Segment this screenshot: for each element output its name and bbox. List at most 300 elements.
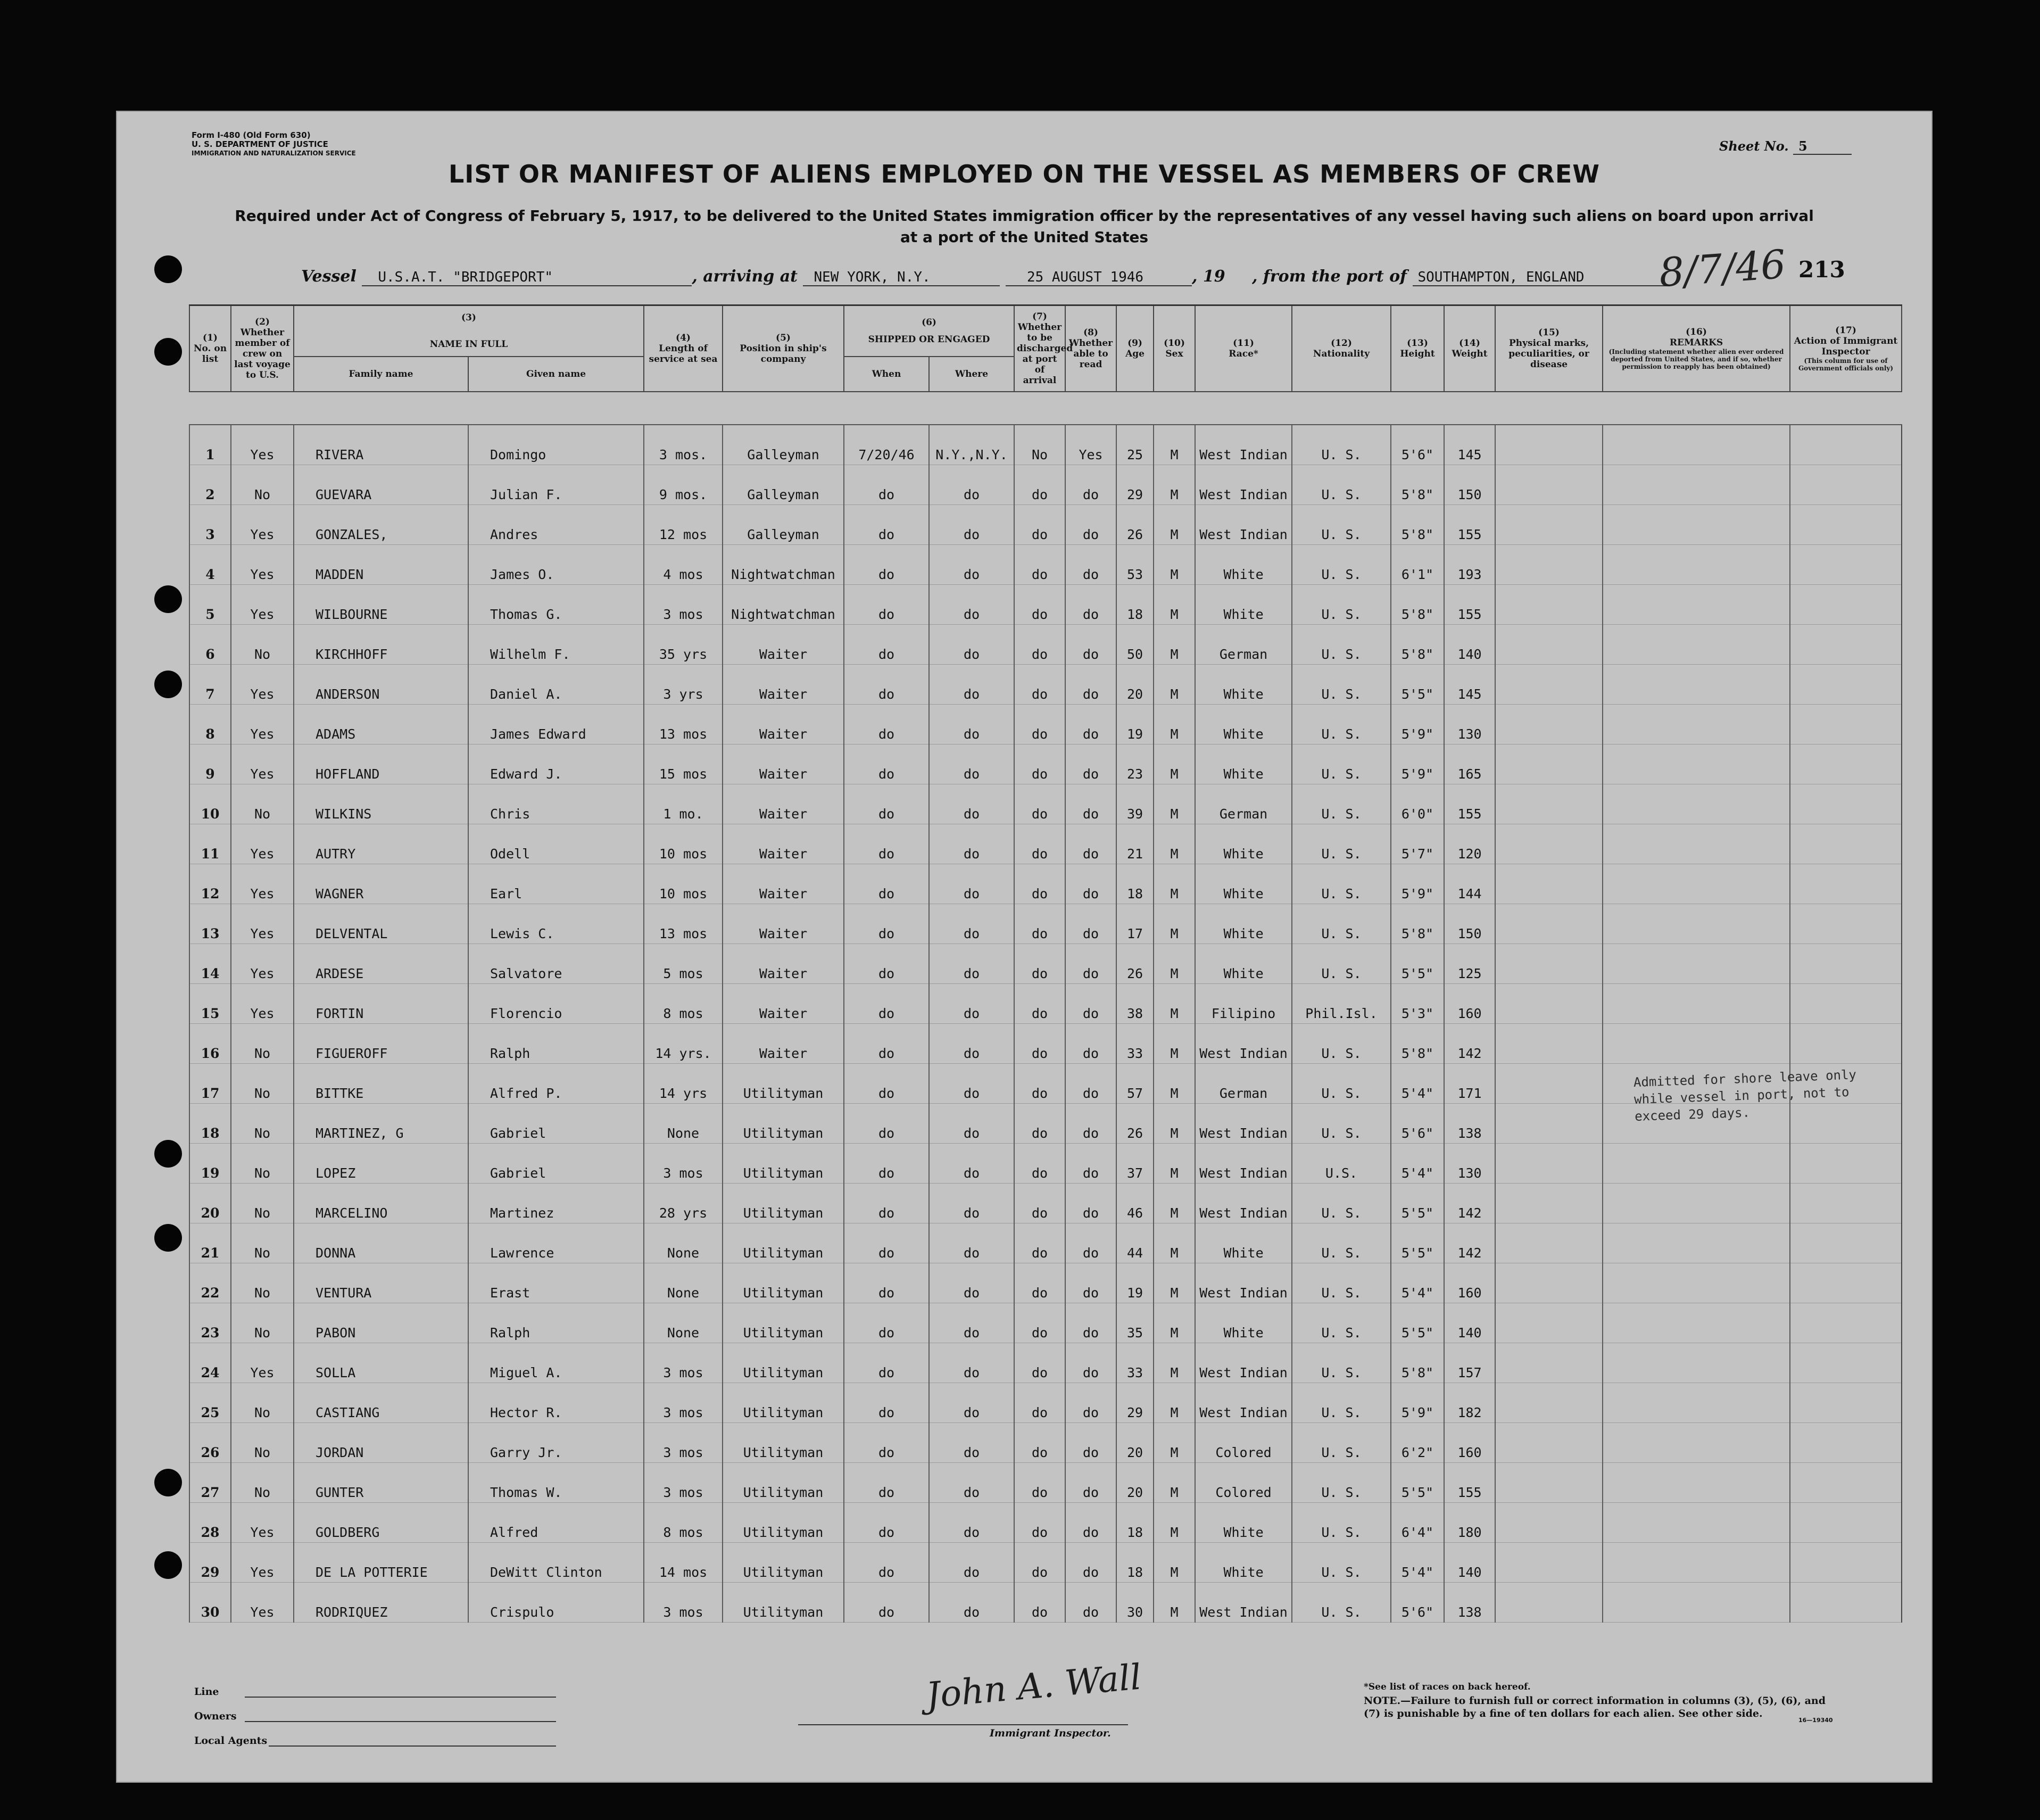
cell-when: do — [844, 744, 929, 784]
cell-position: Utilityman — [723, 1064, 844, 1104]
cell-service: 4 mos — [644, 545, 723, 585]
cell-where: do — [929, 744, 1014, 784]
col-header-height: (13) Height — [1391, 305, 1444, 392]
table-row — [189, 665, 1902, 705]
cell-physical — [1495, 1263, 1603, 1303]
cell-physical — [1495, 824, 1603, 864]
cell-read: do — [1065, 1463, 1116, 1503]
cell-height: 5'5" — [1391, 1223, 1444, 1263]
cell-nat: U. S. — [1292, 904, 1391, 944]
cell-sex: M — [1154, 1104, 1195, 1144]
cell-no: 20 — [189, 1184, 231, 1223]
cell-where: do — [929, 784, 1014, 824]
binder-hole — [154, 255, 182, 283]
cell-physical — [1495, 984, 1603, 1024]
cell-height: 5'4" — [1391, 1543, 1444, 1583]
cell-race: White — [1195, 864, 1292, 904]
cell-race: Filipino — [1195, 984, 1292, 1024]
cell-weight: 171 — [1444, 1064, 1495, 1104]
cell-nat: U. S. — [1292, 1423, 1391, 1463]
cell-sex: M — [1154, 1503, 1195, 1543]
cell-nat: U. S. — [1292, 784, 1391, 824]
cell-remarks — [1603, 545, 1790, 585]
cell-physical — [1495, 1144, 1603, 1184]
cell-nat: U. S. — [1292, 585, 1391, 625]
cell-sex: M — [1154, 984, 1195, 1024]
form-line-3: IMMIGRATION AND NATURALIZATION SERVICE — [192, 150, 356, 157]
cell-remarks — [1603, 1543, 1790, 1583]
cell-age: 37 — [1116, 1144, 1154, 1184]
cell-service: 14 yrs. — [644, 1024, 723, 1064]
cell-where: do — [929, 1503, 1014, 1543]
cell-age: 17 — [1116, 904, 1154, 944]
cell-weight: 155 — [1444, 784, 1495, 824]
cell-physical — [1495, 1303, 1603, 1343]
cell-family: GUNTER — [294, 1463, 468, 1503]
table-row — [189, 1144, 1902, 1184]
cell-family: GOLDBERG — [294, 1503, 468, 1543]
cell-weight: 160 — [1444, 1263, 1495, 1303]
cell-given: Chris — [468, 784, 644, 824]
cell-disch: do — [1014, 705, 1065, 744]
cell-when: do — [844, 824, 929, 864]
arriving-label: , arriving at — [692, 267, 798, 286]
cell-sex: M — [1154, 1343, 1195, 1383]
cell-when: do — [844, 1064, 929, 1104]
cell-race: West Indian — [1195, 1024, 1292, 1064]
cell-family: FIGUEROFF — [294, 1024, 468, 1064]
cell-no: 13 — [189, 904, 231, 944]
cell-action — [1790, 744, 1902, 784]
footer-owners — [194, 1710, 237, 1722]
inspector-label: Immigrant Inspector. — [990, 1727, 1111, 1739]
cell-weight: 140 — [1444, 1303, 1495, 1343]
cell-given: Alfred P. — [468, 1064, 644, 1104]
from-label: , from the port of — [1252, 267, 1407, 286]
cell-when: do — [844, 705, 929, 744]
cell-disch: No — [1014, 425, 1065, 465]
cell-when: do — [844, 1223, 929, 1263]
cell-read: do — [1065, 1184, 1116, 1223]
cell-no: 18 — [189, 1104, 231, 1144]
cell-disch: do — [1014, 1303, 1065, 1343]
cell-service: 15 mos — [644, 744, 723, 784]
col-header-given: Given name — [468, 357, 644, 392]
cell-family: VENTURA — [294, 1263, 468, 1303]
cell-crew: Yes — [231, 505, 294, 545]
cell-race: White — [1195, 824, 1292, 864]
binder-hole — [154, 1224, 182, 1252]
cell-position: Waiter — [723, 784, 844, 824]
cell-disch: do — [1014, 585, 1065, 625]
cell-age: 20 — [1116, 1463, 1154, 1503]
cell-remarks — [1603, 824, 1790, 864]
cell-position: Waiter — [723, 944, 844, 984]
cell-weight: 182 — [1444, 1383, 1495, 1423]
cell-read: do — [1065, 665, 1116, 705]
cell-height: 5'8" — [1391, 1024, 1444, 1064]
cell-race: West Indian — [1195, 1383, 1292, 1423]
cell-age: 53 — [1116, 545, 1154, 585]
cell-weight: 130 — [1444, 1144, 1495, 1184]
cell-service: None — [644, 1263, 723, 1303]
cell-age: 20 — [1116, 665, 1154, 705]
cell-sex: M — [1154, 1223, 1195, 1263]
cell-race: Colored — [1195, 1463, 1292, 1503]
cell-service: 13 mos — [644, 705, 723, 744]
cell-read: do — [1065, 904, 1116, 944]
cell-given: Florencio — [468, 984, 644, 1024]
cell-nat: U. S. — [1292, 705, 1391, 744]
cell-family: DONNA — [294, 1223, 468, 1263]
cell-no: 23 — [189, 1303, 231, 1343]
binder-hole — [154, 338, 182, 366]
cell-disch: do — [1014, 545, 1065, 585]
cell-crew: No — [231, 1104, 294, 1144]
table-row — [189, 1503, 1902, 1543]
cell-when: do — [844, 944, 929, 984]
cell-weight: 150 — [1444, 465, 1495, 505]
agents-label: Local Agents — [194, 1735, 268, 1747]
cell-given: Garry Jr. — [468, 1423, 644, 1463]
cell-crew: No — [231, 625, 294, 665]
cell-weight: 150 — [1444, 904, 1495, 944]
cell-height: 6'4" — [1391, 1503, 1444, 1543]
cell-action — [1790, 625, 1902, 665]
cell-where: do — [929, 1383, 1014, 1423]
cell-read: do — [1065, 1263, 1116, 1303]
cell-sex: M — [1154, 625, 1195, 665]
cell-family: FORTIN — [294, 984, 468, 1024]
cell-remarks — [1603, 505, 1790, 545]
cell-no: 15 — [189, 984, 231, 1024]
cell-no: 11 — [189, 824, 231, 864]
cell-service: None — [644, 1303, 723, 1343]
cell-height: 5'8" — [1391, 1343, 1444, 1383]
cell-service: 3 mos — [644, 1383, 723, 1423]
cell-weight: 155 — [1444, 585, 1495, 625]
cell-crew: No — [231, 1184, 294, 1223]
binder-hole — [154, 1140, 182, 1168]
cell-age: 26 — [1116, 1104, 1154, 1144]
cell-race: White — [1195, 1543, 1292, 1583]
cell-sex: M — [1154, 944, 1195, 984]
cell-remarks — [1603, 1303, 1790, 1343]
cell-physical — [1495, 1223, 1603, 1263]
cell-nat: U. S. — [1292, 744, 1391, 784]
col-header-weight: (14) Weight — [1444, 305, 1495, 392]
owners-blank — [245, 1721, 556, 1722]
cell-race: West Indian — [1195, 465, 1292, 505]
cell-physical — [1495, 1423, 1603, 1463]
binder-hole — [154, 1469, 182, 1496]
cell-sex: M — [1154, 425, 1195, 465]
line-blank — [245, 1697, 556, 1698]
cell-physical — [1495, 744, 1603, 784]
cell-race: White — [1195, 585, 1292, 625]
table-row — [189, 1024, 1902, 1064]
cell-nat: U. S. — [1292, 665, 1391, 705]
remark-stamp: Admitted for shore leave only while vessel in port, not to exceed 29 days. — [1633, 1067, 1857, 1124]
cell-when: do — [844, 1343, 929, 1383]
cell-action — [1790, 1263, 1902, 1303]
cell-remarks — [1603, 784, 1790, 824]
col-header-read: (8) Whether able to read — [1065, 305, 1116, 392]
cell-service: 3 mos — [644, 1583, 723, 1623]
cell-weight: 130 — [1444, 705, 1495, 744]
cell-crew: No — [231, 1423, 294, 1463]
cell-when: do — [844, 585, 929, 625]
cell-nat: U. S. — [1292, 1463, 1391, 1503]
col-header-nationality: (12) Nationality — [1292, 305, 1391, 392]
cell-action — [1790, 665, 1902, 705]
cell-sex: M — [1154, 1144, 1195, 1184]
cell-action — [1790, 505, 1902, 545]
cell-read: do — [1065, 1383, 1116, 1423]
cell-where: do — [929, 625, 1014, 665]
cell-height: 5'9" — [1391, 705, 1444, 744]
inspector-signature: John A. Wall — [924, 1656, 1143, 1716]
cell-height: 5'5" — [1391, 665, 1444, 705]
cell-crew: No — [231, 1064, 294, 1104]
cell-height: 5'3" — [1391, 984, 1444, 1024]
cell-no: 17 — [189, 1064, 231, 1104]
cell-where: do — [929, 1223, 1014, 1263]
header-spacer — [189, 392, 1902, 425]
vessel-line — [301, 267, 1668, 286]
cell-age: 30 — [1116, 1583, 1154, 1623]
cell-action — [1790, 1463, 1902, 1503]
cell-given: Thomas G. — [468, 585, 644, 625]
cell-position: Utilityman — [723, 1583, 844, 1623]
cell-read: do — [1065, 1223, 1116, 1263]
cell-nat: U. S. — [1292, 1543, 1391, 1583]
table-row — [189, 744, 1902, 784]
cell-race: West Indian — [1195, 1263, 1292, 1303]
cell-height: 5'5" — [1391, 1184, 1444, 1223]
table-row — [189, 1184, 1902, 1223]
cell-sex: M — [1154, 665, 1195, 705]
owners-label: Owners — [194, 1710, 237, 1722]
cell-remarks — [1603, 425, 1790, 465]
cell-read: do — [1065, 545, 1116, 585]
cell-age: 39 — [1116, 784, 1154, 824]
cell-when: do — [844, 505, 929, 545]
cell-crew: Yes — [231, 1343, 294, 1383]
line-label: Line — [194, 1686, 219, 1698]
cell-disch: do — [1014, 1543, 1065, 1583]
cell-read: do — [1065, 625, 1116, 665]
cell-family: PABON — [294, 1303, 468, 1343]
cell-no: 2 — [189, 465, 231, 505]
cell-remarks — [1603, 1184, 1790, 1223]
cell-action — [1790, 545, 1902, 585]
cell-height: 6'2" — [1391, 1423, 1444, 1463]
cell-where: do — [929, 465, 1014, 505]
cell-read: do — [1065, 465, 1116, 505]
cell-remarks — [1603, 1583, 1790, 1623]
cell-given: Hector R. — [468, 1383, 644, 1423]
cell-sex: M — [1154, 1383, 1195, 1423]
cell-disch: do — [1014, 1263, 1065, 1303]
cell-remarks — [1603, 864, 1790, 904]
col-header-position: (5) Position in ship's company — [723, 305, 844, 392]
cell-nat: U. S. — [1292, 1503, 1391, 1543]
cell-no: 21 — [189, 1223, 231, 1263]
cell-weight: 193 — [1444, 545, 1495, 585]
cell-read: do — [1065, 1104, 1116, 1144]
cell-read: do — [1065, 1503, 1116, 1543]
cell-no: 24 — [189, 1343, 231, 1383]
table-row — [189, 545, 1902, 585]
cell-no: 25 — [189, 1383, 231, 1423]
cell-family: WILKINS — [294, 784, 468, 824]
cell-when: do — [844, 984, 929, 1024]
cell-height: 5'8" — [1391, 625, 1444, 665]
cell-when: do — [844, 665, 929, 705]
cell-weight: 142 — [1444, 1223, 1495, 1263]
cell-height: 5'9" — [1391, 744, 1444, 784]
races-note: *See list of races on back hereof. — [1364, 1682, 1531, 1692]
cell-where: do — [929, 505, 1014, 545]
cell-given: Wilhelm F. — [468, 625, 644, 665]
cell-service: 13 mos — [644, 904, 723, 944]
cell-height: 5'9" — [1391, 1383, 1444, 1423]
cell-no: 4 — [189, 545, 231, 585]
cell-service: 9 mos. — [644, 465, 723, 505]
cell-where: do — [929, 705, 1014, 744]
cell-age: 25 — [1116, 425, 1154, 465]
cell-crew: Yes — [231, 744, 294, 784]
cell-height: 5'6" — [1391, 1104, 1444, 1144]
cell-family: CASTIANG — [294, 1383, 468, 1423]
cell-position: Galleyman — [723, 505, 844, 545]
cell-sex: M — [1154, 1263, 1195, 1303]
cell-physical — [1495, 425, 1603, 465]
table-row — [189, 425, 1902, 465]
cell-crew: Yes — [231, 984, 294, 1024]
cell-where: do — [929, 1303, 1014, 1343]
form-line-1: Form I-480 (Old Form 630) — [192, 130, 311, 140]
cell-when: do — [844, 904, 929, 944]
cell-family: JORDAN — [294, 1423, 468, 1463]
cell-given: Daniel A. — [468, 665, 644, 705]
cell-read: do — [1065, 984, 1116, 1024]
cell-family: MADDEN — [294, 545, 468, 585]
cell-read: do — [1065, 1064, 1116, 1104]
binder-hole — [154, 1551, 182, 1579]
cell-disch: do — [1014, 1383, 1065, 1423]
cell-race: German — [1195, 625, 1292, 665]
penalty-note: NOTE.—Failure to furnish full or correct information in columns (3), (5), (6), and (7) is punishable by a fine of ten dollars for each alien. See other side. — [1364, 1695, 1826, 1719]
cell-when: do — [844, 1503, 929, 1543]
cell-action — [1790, 465, 1902, 505]
col-header-physical: (15) Physical marks, peculiarities, or disease — [1495, 305, 1603, 392]
cell-where: do — [929, 665, 1014, 705]
cell-given: Alfred — [468, 1503, 644, 1543]
cell-age: 18 — [1116, 864, 1154, 904]
sheet-label: Sheet No. — [1719, 138, 1789, 154]
cell-sex: M — [1154, 1423, 1195, 1463]
cell-no: 7 — [189, 665, 231, 705]
cell-weight: 160 — [1444, 984, 1495, 1024]
cell-remarks — [1603, 1383, 1790, 1423]
cell-sex: M — [1154, 1303, 1195, 1343]
handwritten-date: 8/7/46 — [1657, 241, 1787, 296]
cell-read: do — [1065, 505, 1116, 545]
cell-when: do — [844, 465, 929, 505]
cell-given: James Edward — [468, 705, 644, 744]
cell-race: German — [1195, 1064, 1292, 1104]
cell-height: 6'1" — [1391, 545, 1444, 585]
cell-race: White — [1195, 1503, 1292, 1543]
cell-race: White — [1195, 545, 1292, 585]
col-header-when: When — [844, 357, 929, 392]
cell-disch: do — [1014, 1583, 1065, 1623]
arriving-port: NEW YORK, N.Y. — [803, 269, 1000, 286]
cell-sex: M — [1154, 1184, 1195, 1223]
cell-read: do — [1065, 1583, 1116, 1623]
cell-no: 19 — [189, 1144, 231, 1184]
cell-remarks — [1603, 705, 1790, 744]
cell-height: 5'5" — [1391, 1303, 1444, 1343]
binder-hole — [154, 585, 182, 613]
cell-crew: Yes — [231, 864, 294, 904]
cell-physical — [1495, 665, 1603, 705]
cell-sex: M — [1154, 1064, 1195, 1104]
cell-given: Ralph — [468, 1024, 644, 1064]
cell-read: do — [1065, 1343, 1116, 1383]
cell-weight: 180 — [1444, 1503, 1495, 1543]
cell-physical — [1495, 1503, 1603, 1543]
cell-when: do — [844, 864, 929, 904]
cell-race: White — [1195, 944, 1292, 984]
cell-read: Yes — [1065, 425, 1116, 465]
cell-no: 28 — [189, 1503, 231, 1543]
cell-where: do — [929, 1184, 1014, 1223]
cell-weight: 155 — [1444, 505, 1495, 545]
cell-physical — [1495, 1184, 1603, 1223]
cell-weight: 160 — [1444, 1423, 1495, 1463]
cell-age: 44 — [1116, 1223, 1154, 1263]
cell-given: Ralph — [468, 1303, 644, 1343]
cell-weight: 142 — [1444, 1184, 1495, 1223]
cell-race: West Indian — [1195, 1144, 1292, 1184]
table-row — [189, 944, 1902, 984]
cell-crew: Yes — [231, 425, 294, 465]
cell-sex: M — [1154, 784, 1195, 824]
cell-weight: 125 — [1444, 944, 1495, 984]
cell-age: 35 — [1116, 1303, 1154, 1343]
cell-remarks — [1603, 1263, 1790, 1303]
cell-when: do — [844, 1263, 929, 1303]
cell-sex: M — [1154, 904, 1195, 944]
cell-position: Waiter — [723, 1024, 844, 1064]
cell-height: 5'7" — [1391, 824, 1444, 864]
cell-family: LOPEZ — [294, 1144, 468, 1184]
cell-race: White — [1195, 904, 1292, 944]
cell-read: do — [1065, 1144, 1116, 1184]
cell-service: 12 mos — [644, 505, 723, 545]
cell-age: 23 — [1116, 744, 1154, 784]
cell-where: do — [929, 1064, 1014, 1104]
footer-line — [194, 1686, 219, 1698]
cell-age: 46 — [1116, 1184, 1154, 1223]
cell-sex: M — [1154, 545, 1195, 585]
cell-read: do — [1065, 744, 1116, 784]
cell-family: GONZALES, — [294, 505, 468, 545]
cell-disch: do — [1014, 625, 1065, 665]
